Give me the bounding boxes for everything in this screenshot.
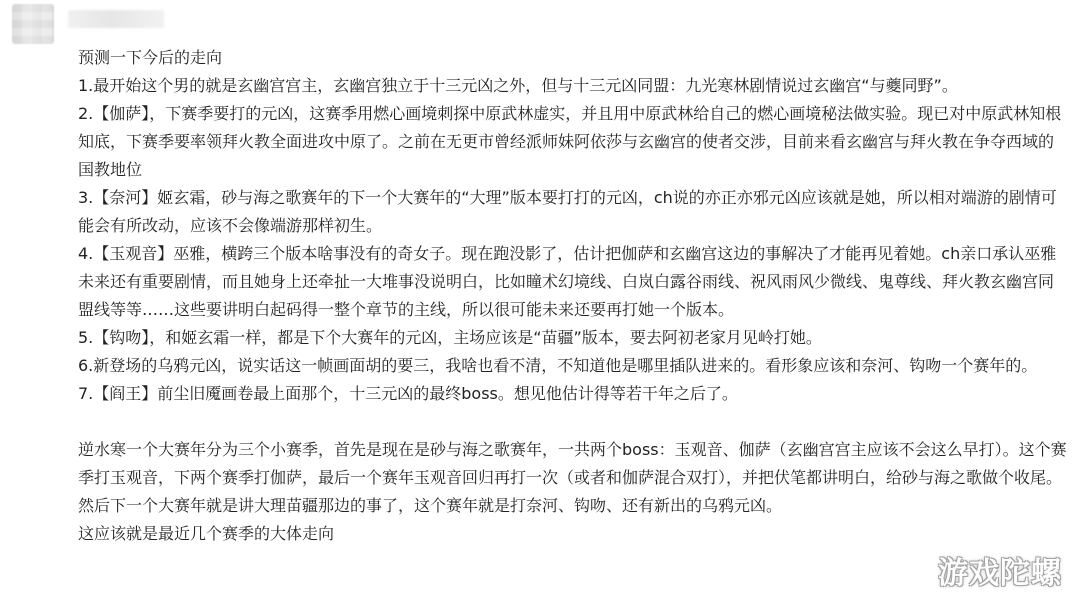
summary-paragraph-3: 这应该就是最近几个赛季的大体走向 bbox=[78, 524, 335, 543]
summary-paragraph-2: 然后下一个大赛年就是讲大理苗疆那边的事了，这个赛年就是打奈河、钩吻、还有新出的乌鸦元凶。 bbox=[78, 496, 783, 515]
post-title: 预测一下今后的走向 bbox=[78, 48, 223, 67]
watermark-logo: 游戏陀螺 bbox=[938, 556, 1062, 591]
prediction-item-3: 3.【奈河】姬玄霜，砂与海之歌赛年的下一个大赛年的“大理”版本要打打的元凶，ch说的亦正亦邪元凶应该就是她，所以相对端游的剧情可能会有所改动，应该不会像端游那样初生。 bbox=[78, 188, 1057, 235]
prediction-item-2: 2.【伽萨】，下赛季要打的元凶，这赛季用燃心画境刺探中原武林虚实，并且用中原武林给自己的燃心画境秘法做实验。现已对中原武林知根知底，下赛季要率领拜火教全面进攻中原了。之前在无更市曾经派师妹阿依莎与玄幽宫的使者交涉，目前来看玄幽宫与拜火教在争夺西域的国教地位 bbox=[78, 104, 1062, 179]
paragraph-spacer bbox=[78, 408, 1068, 436]
prediction-item-5: 5.【钩吻】，和姬玄霜一样，都是下个大赛年的元凶，主场应该是“苗疆”版本，要去阿初老家月见岭打她。 bbox=[78, 328, 822, 347]
username-blurred[interactable] bbox=[68, 10, 164, 28]
post-header bbox=[0, 0, 1080, 46]
prediction-item-6: 6.新登场的乌鸦元凶，说实话这一帧画面胡的要三，我啥也看不清，不知道他是哪里插队进来的。看形象应该和奈河、钩吻一个赛年的。 bbox=[78, 356, 1038, 375]
prediction-item-4: 4.【玉观音】巫雅，横跨三个版本啥事没有的奇女子。现在跑没影了，估计把伽萨和玄幽宫这边的事解决了才能再见着她。ch亲口承认巫雅未来还有重要剧情，而且她身上还牵扯一大堆事没说明白，比如瞳术幻境线、白岚白露谷雨线、祝风雨风少微线、鬼尊线、拜火教玄幽宫同盟线等等……这些要讲明白起码得一整个章节的主线，所以很可能未来还要再打她一个版本。 bbox=[78, 244, 1057, 319]
summary-paragraph-1: 逆水寒一个大赛年分为三个小赛季，首先是现在是砂与海之歌赛年，一共两个boss：玉观音、伽萨（玄幽宫宫主应该不会这么早打）。这个赛季打玉观音，下两个赛季打伽萨，最后一个赛年玉观音回归再打一次（或者和伽萨混合双打），并把伏笔都讲明白，给砂与海之歌做个收尾。 bbox=[78, 440, 1067, 487]
prediction-item-7: 7.【阎王】前尘旧魇画卷最上面那个，十三元凶的最终boss。想见他估计得等若干年之后了。 bbox=[78, 384, 738, 403]
post-body bbox=[78, 44, 1068, 548]
prediction-item-1: 1.最开始这个男的就是玄幽宫宫主，玄幽宫独立于十三元凶之外，但与十三元凶同盟：九光寒林剧情说过玄幽宫“与夔同野”。 bbox=[78, 76, 958, 95]
avatar[interactable] bbox=[12, 4, 54, 44]
